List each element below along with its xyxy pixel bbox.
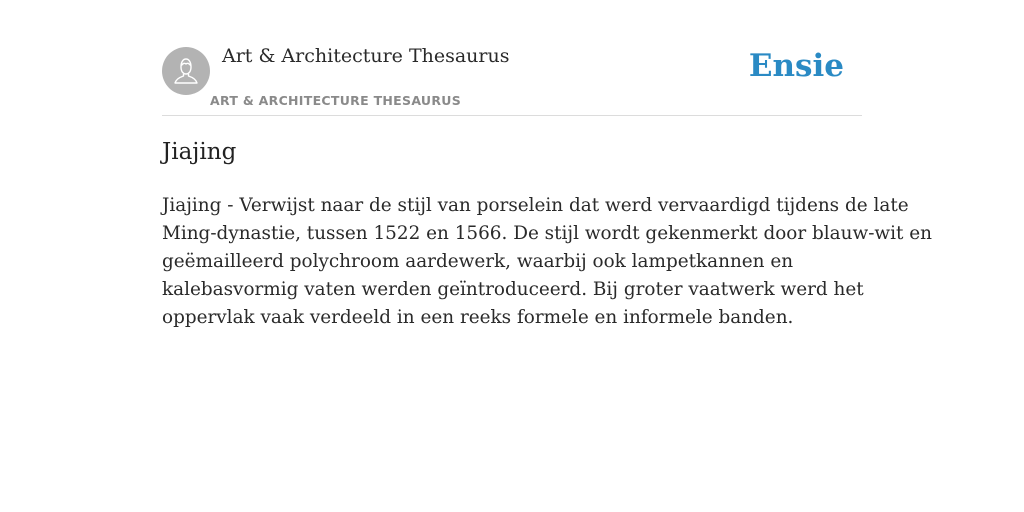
source-subtitle: ART & ARCHITECTURE THESAURUS xyxy=(210,93,462,108)
definition-line: Jiajing - Verwijst naar de stijl van porselein dat werd vervaardigd tijdens de late xyxy=(162,195,909,216)
entry-term-title: Jiajing xyxy=(162,139,237,165)
user-silhouette-icon[interactable] xyxy=(162,47,210,95)
definition-line: Ming-dynastie, tussen 1522 en 1566. De stijl wordt gekenmerkt door blauw-wit en xyxy=(162,223,933,244)
definition-line: geëmailleerd polychroom aardewerk, waarbij ook lampetkannen en xyxy=(162,251,794,272)
definition-line: oppervlak vaak verdeeld in een reeks formele en informele banden. xyxy=(162,307,794,328)
source-header xyxy=(162,0,862,116)
source-title-link[interactable]: Art & Architecture Thesaurus xyxy=(222,45,510,67)
entry-definition xyxy=(162,192,933,332)
ensie-logo[interactable]: Ensie xyxy=(748,48,844,84)
definition-line: kalebasvormig vaten werden geïntroduceerd. Bij groter vaatwerk werd het xyxy=(162,279,864,300)
page-container xyxy=(162,0,933,328)
